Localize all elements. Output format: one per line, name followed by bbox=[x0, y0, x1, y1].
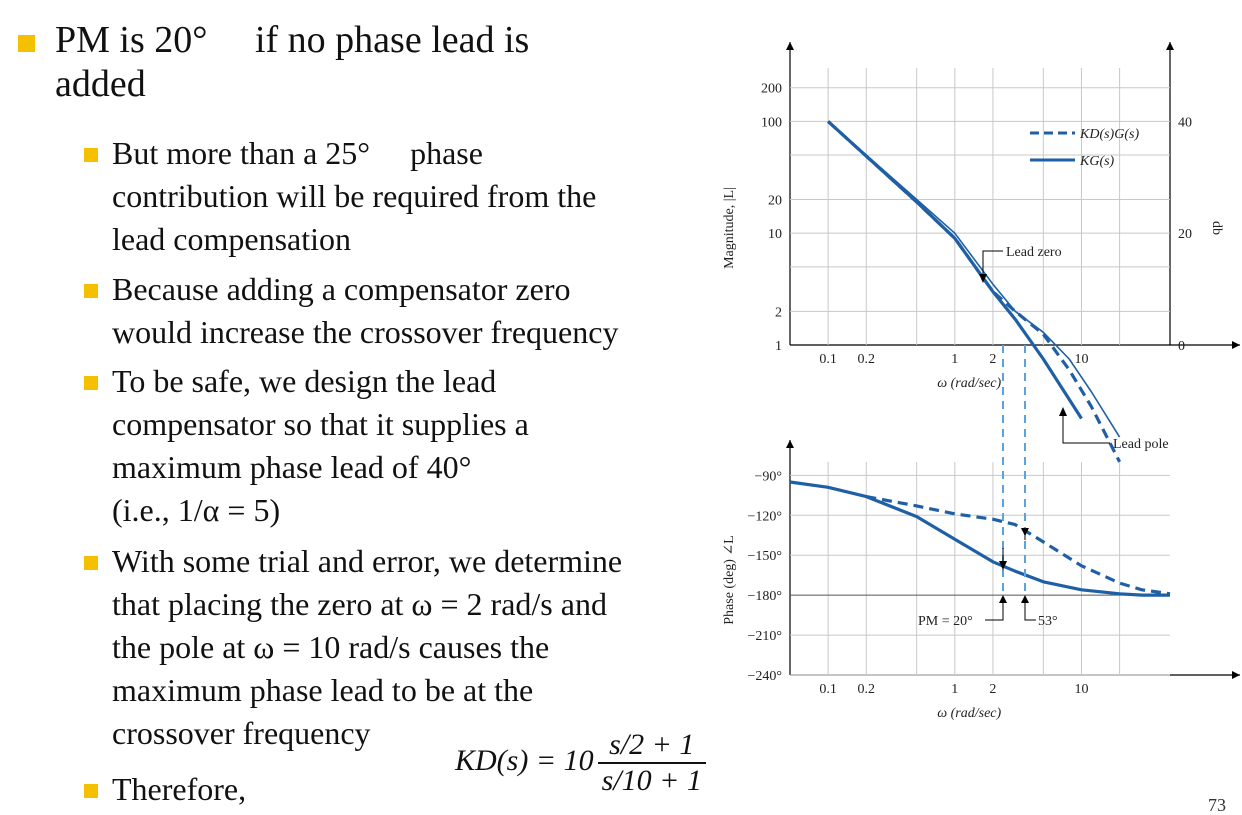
phase-x-tick-label: 0.1 bbox=[819, 682, 837, 697]
legend-label-kdg: KD(s)G(s) bbox=[1080, 127, 1140, 142]
phase-x-axis-arrow bbox=[1232, 671, 1240, 679]
bullet-line: (i.e., 1/α = 5) bbox=[112, 492, 281, 528]
phase-y-axis-arrow bbox=[786, 440, 794, 448]
magnitude-x-axis-arrow bbox=[1232, 341, 1240, 349]
lead-pole-arrow bbox=[1059, 407, 1067, 416]
pm-label: PM = 20° bbox=[918, 614, 973, 629]
formula-lhs: KD(s) = 10 bbox=[455, 743, 594, 777]
magnitude-db-tick-label: 20 bbox=[1178, 227, 1192, 243]
magnitude-y-tick-label: 20 bbox=[768, 193, 782, 209]
bullet-line: With some trial and error, we determine bbox=[112, 543, 623, 579]
bullet-line: lead compensation bbox=[112, 221, 352, 257]
lead-zero-arrow bbox=[979, 274, 987, 283]
phase-x-tick-label: 0.2 bbox=[857, 682, 876, 697]
bullet-marker bbox=[84, 284, 98, 298]
bullet-line: crossover frequency bbox=[112, 715, 371, 751]
phase-y-tick-label: −240° bbox=[747, 669, 782, 684]
magnitude-db-axis-arrow bbox=[1166, 42, 1174, 50]
bullet-line: compensator so that it supplies a bbox=[112, 406, 529, 442]
lead-zero-leader bbox=[983, 251, 1003, 278]
magnitude-y-axis-label: Magnitude, |L| bbox=[722, 187, 737, 269]
magnitude-x-axis-label: ω (rad/sec) bbox=[937, 376, 1002, 391]
magnitude-y-tick-label: 2 bbox=[775, 305, 782, 321]
magnitude-y-tick-label: 1 bbox=[775, 339, 782, 354]
pm-leader bbox=[985, 600, 1003, 620]
magnitude-x-tick-label: 0.1 bbox=[819, 352, 837, 367]
bullet-marker bbox=[18, 35, 35, 52]
bullet-marker bbox=[84, 556, 98, 570]
formula-numerator: s/2 + 1 bbox=[598, 728, 706, 764]
bullet-line: the pole at ω = 10 rad/s causes the bbox=[112, 629, 550, 665]
bullet-line: added bbox=[55, 63, 146, 105]
phase-y-tick-label: −150° bbox=[747, 549, 782, 565]
magnitude-db-axis-label: db bbox=[1209, 221, 1224, 235]
lead-compensator-formula bbox=[455, 728, 706, 798]
lead-pole-label: Lead pole bbox=[1113, 437, 1169, 452]
bullet-line: But more than a 25° phase bbox=[112, 135, 483, 171]
phase-x-tick-label: 2 bbox=[989, 682, 997, 697]
magnitude-x-tick-label: 2 bbox=[989, 352, 997, 367]
phase-y-tick-label: −180° bbox=[747, 589, 782, 605]
bullet-marker bbox=[84, 784, 98, 798]
bullet-line: maximum phase lead to be at the bbox=[112, 672, 534, 708]
magnitude-series-solid bbox=[828, 121, 1081, 418]
formula-fraction bbox=[598, 728, 706, 798]
lead-phase-label: 53° bbox=[1038, 614, 1058, 629]
pm-arrow-top bbox=[999, 561, 1007, 570]
phase-x-axis-label: ω (rad/sec) bbox=[937, 706, 1002, 721]
legend-label-kg: KG(s) bbox=[1080, 154, 1115, 169]
lead-phase-arrow-bottom bbox=[1021, 595, 1029, 603]
magnitude-x-tick-label: 10 bbox=[1074, 352, 1089, 367]
bullet-line: To be safe, we design the lead bbox=[112, 363, 497, 399]
lead-pole-leader bbox=[1063, 412, 1110, 443]
lead-phase-arrow-top bbox=[1021, 528, 1029, 536]
lead-phase-leader bbox=[1025, 600, 1036, 620]
magnitude-y-axis-arrow bbox=[786, 42, 794, 50]
bullet-line: maximum phase lead of 40° bbox=[112, 449, 472, 485]
phase-series-dashed bbox=[866, 497, 1170, 594]
bullet-line: would increase the crossover frequency bbox=[112, 314, 619, 350]
bullet-line: Therefore, bbox=[112, 771, 247, 807]
phase-y-tick-label: −120° bbox=[747, 509, 782, 525]
bullet-marker bbox=[84, 376, 98, 390]
magnitude-y-tick-label: 100 bbox=[761, 115, 782, 131]
bullet-line: contribution will be required from the bbox=[112, 178, 597, 214]
magnitude-x-tick-label: 0.2 bbox=[857, 352, 876, 367]
magnitude-series-dashed bbox=[828, 121, 1120, 462]
bullet-line: PM is 20° if no phase lead is bbox=[55, 19, 530, 61]
phase-y-axis-label: Phase (deg) ∠L bbox=[722, 535, 737, 625]
bullet-line: that placing the zero at ω = 2 rad/s and bbox=[112, 586, 607, 622]
bullet-line: Because adding a compensator zero bbox=[112, 271, 571, 307]
phase-x-tick-label: 1 bbox=[951, 682, 959, 697]
page-number: 73 bbox=[1208, 795, 1226, 815]
phase-y-tick-label: −210° bbox=[747, 629, 782, 645]
magnitude-db-tick-label: 0 bbox=[1178, 339, 1185, 354]
magnitude-y-tick-label: 10 bbox=[768, 227, 782, 243]
magnitude-y-tick-label: 200 bbox=[761, 81, 782, 97]
phase-series-solid bbox=[790, 482, 1170, 595]
magnitude-series-thin bbox=[828, 121, 1120, 437]
lead-zero-label: Lead zero bbox=[1006, 245, 1062, 260]
bullet-marker bbox=[84, 148, 98, 162]
phase-x-tick-label: 10 bbox=[1074, 682, 1089, 697]
magnitude-x-tick-label: 1 bbox=[951, 352, 959, 367]
formula-denominator: s/10 + 1 bbox=[601, 764, 702, 797]
phase-y-tick-label: −90° bbox=[754, 469, 782, 485]
magnitude-db-tick-label: 40 bbox=[1178, 115, 1192, 131]
pm-arrow-bottom bbox=[999, 595, 1007, 603]
